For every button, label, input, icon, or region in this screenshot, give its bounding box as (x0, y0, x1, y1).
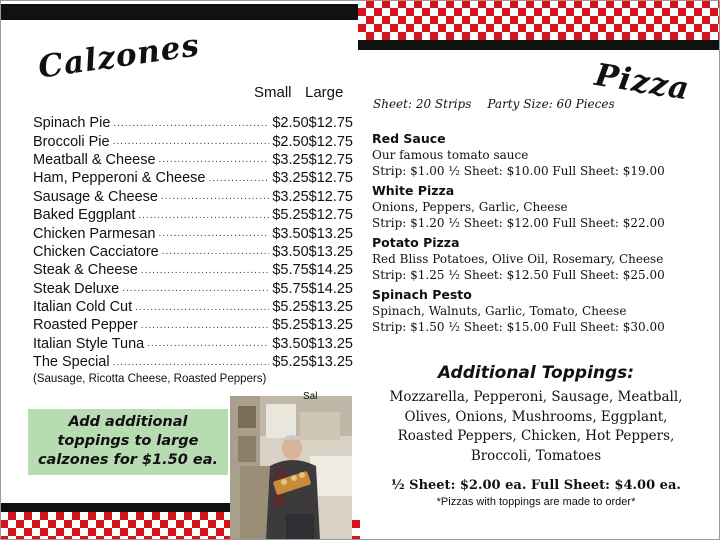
calzone-large-price: $12.75 (308, 115, 353, 132)
calzone-large-price: $13.25 (308, 299, 353, 316)
toppings-box-line: Add additional (68, 414, 188, 430)
pizza-prices: Strip: $1.50 ½ Sheet: $15.00 Full Sheet: $30.00 (372, 320, 665, 334)
calzone-large-price: $12.75 (308, 188, 353, 205)
calzone-small-price: $3.25 (272, 170, 309, 187)
sheet-info: Sheet: 20 Strips (373, 97, 472, 111)
calzone-name: Sausage & Cheese (33, 188, 158, 205)
toppings-box-line: toppings to large (57, 433, 199, 449)
additional-toppings-title: Additional Toppings: (437, 363, 635, 383)
calzone-small-price: $2.50 (272, 115, 309, 132)
calzone-large-price: $12.75 (308, 170, 353, 187)
calzone-name: Steak Deluxe (33, 280, 120, 297)
calzone-name: Italian Style Tuna (33, 335, 145, 352)
calzone-small-price: $3.25 (272, 151, 309, 168)
pizza-description: Our famous tomato sauce (372, 148, 529, 162)
calzone-name: The Special (33, 354, 110, 371)
calzone-name: Baked Eggplant (33, 207, 136, 224)
calzone-large-price: $14.25 (308, 262, 353, 279)
special-note: (Sausage, Ricotta Cheese, Roasted Peppers) (33, 373, 267, 385)
calzone-small-price: $5.25 (272, 299, 309, 316)
toppings-box-line: calzones for $1.50 ea. (37, 452, 219, 468)
calzone-small-price: $3.50 (272, 225, 309, 242)
calzone-large-price: $14.25 (308, 280, 353, 297)
pizza-footnote: *Pizzas with toppings are made to order* (436, 496, 636, 508)
pizza-description: Onions, Peppers, Garlic, Cheese (372, 200, 568, 214)
calzone-small-price: $5.25 (272, 207, 309, 224)
pizza-prices: Strip: $1.20 ½ Sheet: $12.00 Full Sheet: $22.00 (372, 216, 665, 230)
pizza-name: White Pizza (372, 183, 455, 198)
calzone-small-price: $5.75 (272, 262, 309, 279)
calzones-title: Calzones (36, 27, 202, 86)
photo-caption: Sal (303, 391, 318, 402)
calzone-large-price: $12.75 (308, 151, 353, 168)
calzone-small-price: $3.50 (272, 335, 309, 352)
calzone-small-price: $5.25 (272, 317, 309, 334)
pizza-description: Red Bliss Potatoes, Olive Oil, Rosemary, Cheese (372, 252, 664, 266)
calzone-name: Spinach Pie (33, 115, 111, 132)
calzone-name: Broccoli Pie (33, 133, 110, 150)
calzone-name: Steak & Cheese (33, 262, 138, 279)
calzone-large-price: $13.25 (308, 317, 353, 334)
calzone-name: Roasted Pepper (33, 317, 138, 334)
calzone-name: Italian Cold Cut (33, 299, 133, 316)
calzone-small-price: $5.25 (272, 354, 309, 371)
calzone-large-price: $12.75 (308, 133, 353, 150)
calzone-name: Chicken Parmesan (33, 225, 156, 242)
calzone-name: Chicken Cacciatore (33, 243, 159, 260)
calzone-large-price: $13.25 (308, 225, 353, 242)
large-column-header: Large (305, 84, 344, 101)
calzone-large-price: $13.25 (308, 335, 353, 352)
pizza-title: Pizza (592, 57, 693, 108)
pizza-name: Potato Pizza (372, 235, 460, 250)
small-column-header: Small (254, 84, 292, 101)
calzone-small-price: $3.50 (272, 243, 309, 260)
pizza-name: Spinach Pesto (372, 287, 472, 302)
calzone-name: Meatball & Cheese (33, 151, 156, 168)
additional-toppings-list: Mozzarella, Pepperoni, Sausage, Meatball, Olives, Onions, Mushrooms, Eggplant, Roasted Peppers, Chicken, Hot Peppers, Broccoli, Tomatoes (389, 389, 683, 464)
calzone-small-price: $2.50 (272, 133, 309, 150)
pizza-prices: Strip: $1.00 ½ Sheet: $10.00 Full Sheet: $19.00 (372, 164, 665, 178)
calzone-large-price: $13.25 (308, 243, 353, 260)
pizza-description: Spinach, Walnuts, Garlic, Tomato, Cheese (372, 304, 627, 318)
pizza-prices: Strip: $1.25 ½ Sheet: $12.50 Full Sheet: $25.00 (372, 268, 665, 282)
calzone-name: Ham, Pepperoni & Cheese (33, 170, 206, 187)
calzone-large-price: $13.25 (308, 354, 353, 371)
topping-prices: ½ Sheet: $2.00 ea. Full Sheet: $4.00 ea. (391, 478, 681, 493)
calzone-small-price: $5.75 (272, 280, 309, 297)
party-info: Party Size: 60 Pieces (487, 97, 615, 111)
calzone-large-price: $12.75 (308, 207, 353, 224)
calzone-small-price: $3.25 (272, 188, 309, 205)
pizza-name: Red Sauce (372, 131, 446, 146)
